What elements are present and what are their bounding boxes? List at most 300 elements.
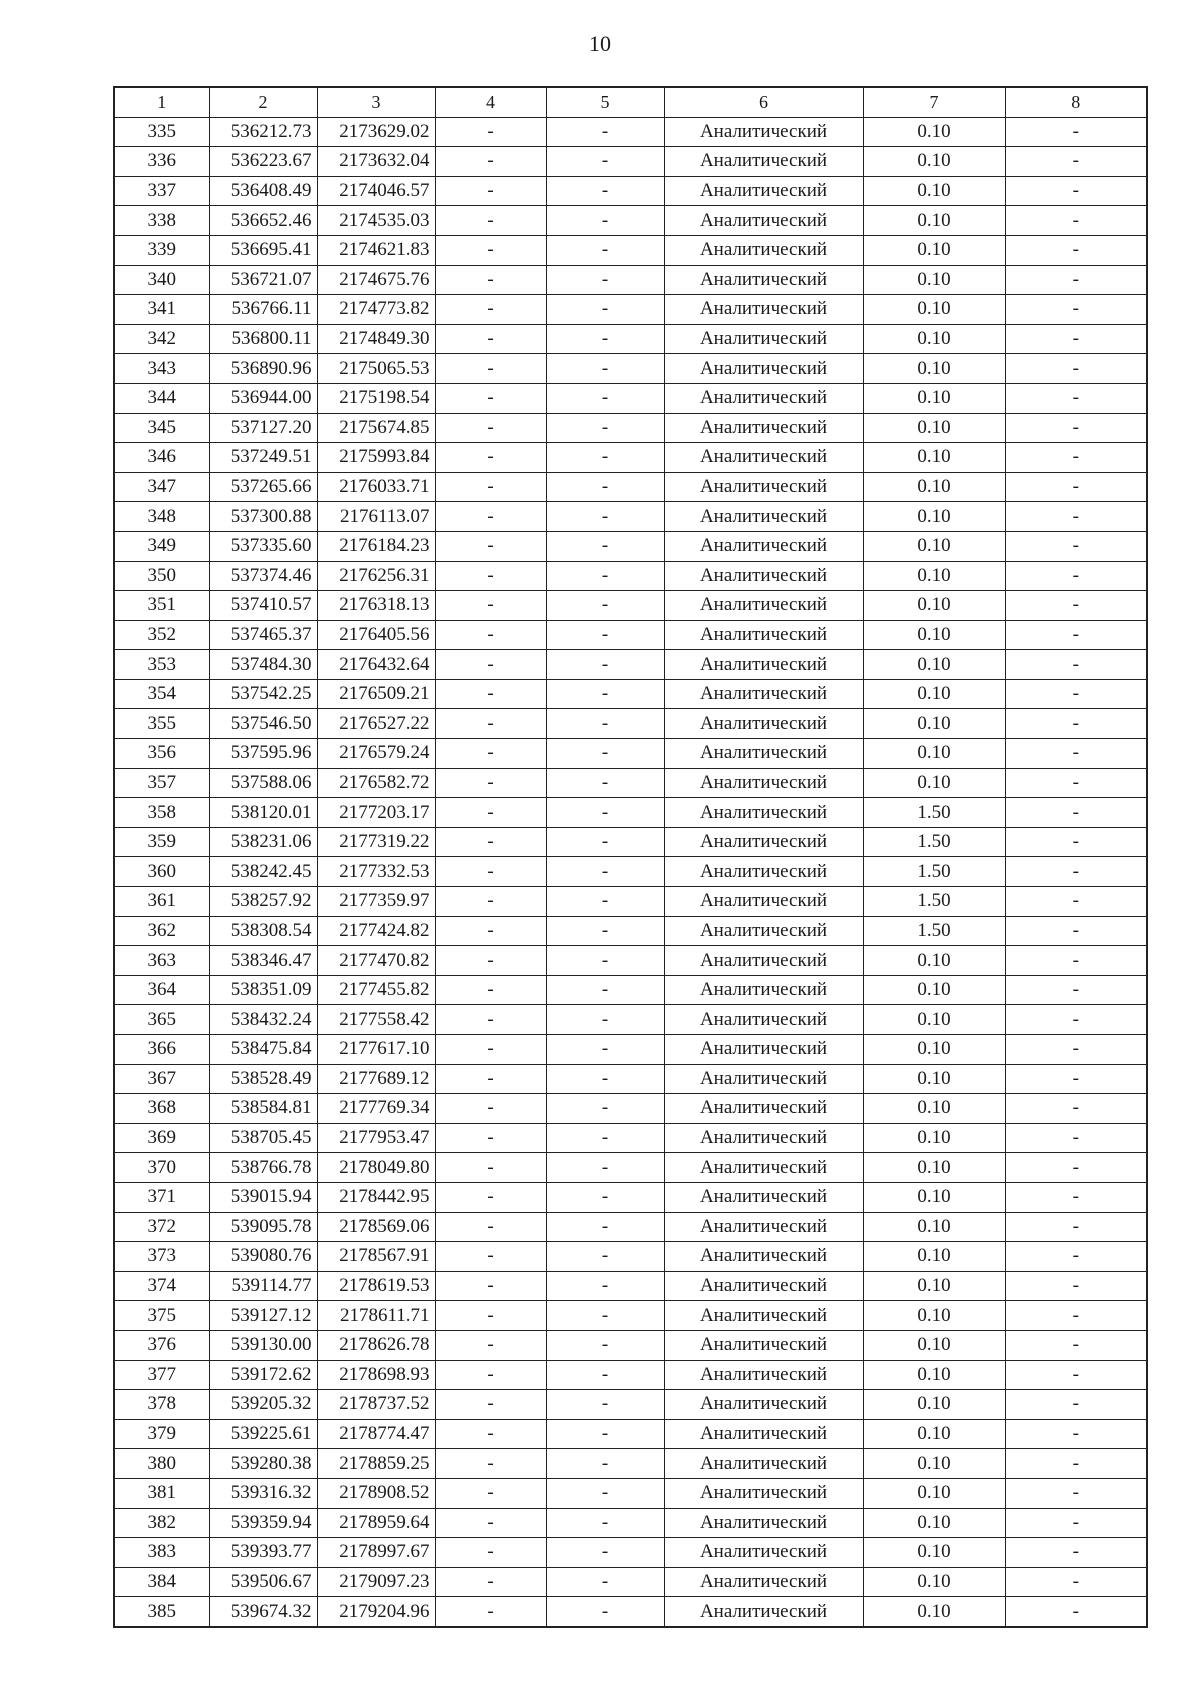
x-coordinate-cell: 536944.00 [209,383,317,413]
col-8-cell: - [1005,206,1147,236]
x-coordinate-cell: 539225.61 [209,1419,317,1449]
col-4-cell: - [435,1301,546,1331]
x-coordinate-cell: 539095.78 [209,1212,317,1242]
col-5-cell: - [546,887,664,917]
table-row [114,1330,1147,1360]
col-8-cell: - [1005,1508,1147,1538]
col-8-cell: - [1005,383,1147,413]
accuracy-cell: 0.10 [863,1330,1005,1360]
method-cell: Аналитический [664,709,863,739]
x-coordinate-cell: 539359.94 [209,1508,317,1538]
col-8-cell: - [1005,1242,1147,1272]
accuracy-cell: 0.10 [863,235,1005,265]
method-cell: Аналитический [664,147,863,177]
accuracy-cell: 0.10 [863,324,1005,354]
accuracy-cell: 0.10 [863,354,1005,384]
col-5-cell: - [546,265,664,295]
col-5-cell: - [546,1182,664,1212]
col-4-cell: - [435,1360,546,1390]
col-8-cell: - [1005,324,1147,354]
x-coordinate-cell: 537300.88 [209,502,317,532]
y-coordinate-cell: 2175198.54 [317,383,435,413]
table-row [114,1064,1147,1094]
accuracy-cell: 0.10 [863,147,1005,177]
accuracy-cell: 1.50 [863,827,1005,857]
accuracy-cell: 0.10 [863,1153,1005,1183]
method-cell: Аналитический [664,679,863,709]
table-row [114,1123,1147,1153]
col-5-cell: - [546,147,664,177]
col-8-cell: - [1005,295,1147,325]
y-coordinate-cell: 2174535.03 [317,206,435,236]
col-4-cell: - [435,1567,546,1597]
col-5-cell: - [546,1597,664,1627]
col-8-cell: - [1005,1478,1147,1508]
row-number-cell: 339 [114,235,209,265]
table-row [114,235,1147,265]
table-row [114,1478,1147,1508]
col-5-cell: - [546,1567,664,1597]
x-coordinate-cell: 539393.77 [209,1538,317,1568]
x-coordinate-cell: 537484.30 [209,650,317,680]
y-coordinate-cell: 2176527.22 [317,709,435,739]
col-4-cell: - [435,561,546,591]
row-number-cell: 379 [114,1419,209,1449]
table-row [114,798,1147,828]
col-4-cell: - [435,1449,546,1479]
col-4-cell: - [435,235,546,265]
row-number-cell: 353 [114,650,209,680]
method-cell: Аналитический [664,413,863,443]
header-cell-6: 6 [664,87,863,117]
accuracy-cell: 0.10 [863,265,1005,295]
y-coordinate-cell: 2176318.13 [317,591,435,621]
accuracy-cell: 0.10 [863,443,1005,473]
header-row [114,87,1147,117]
x-coordinate-cell: 538346.47 [209,946,317,976]
x-coordinate-cell: 537542.25 [209,679,317,709]
x-coordinate-cell: 536408.49 [209,176,317,206]
col-8-cell: - [1005,1005,1147,1035]
x-coordinate-cell: 539172.62 [209,1360,317,1390]
method-cell: Аналитический [664,887,863,917]
table-row [114,916,1147,946]
x-coordinate-cell: 537588.06 [209,768,317,798]
table-row [114,561,1147,591]
row-number-cell: 357 [114,768,209,798]
accuracy-cell: 0.10 [863,620,1005,650]
row-number-cell: 385 [114,1597,209,1627]
col-8-cell: - [1005,1567,1147,1597]
table-row [114,1182,1147,1212]
col-5-cell: - [546,650,664,680]
row-number-cell: 335 [114,117,209,147]
row-number-cell: 352 [114,620,209,650]
accuracy-cell: 0.10 [863,1478,1005,1508]
table-row [114,1567,1147,1597]
x-coordinate-cell: 536695.41 [209,235,317,265]
method-cell: Аналитический [664,591,863,621]
row-number-cell: 337 [114,176,209,206]
row-number-cell: 345 [114,413,209,443]
method-cell: Аналитический [664,383,863,413]
col-4-cell: - [435,1005,546,1035]
row-number-cell: 354 [114,679,209,709]
row-number-cell: 361 [114,887,209,917]
y-coordinate-cell: 2176033.71 [317,472,435,502]
table-row [114,531,1147,561]
accuracy-cell: 1.50 [863,916,1005,946]
row-number-cell: 358 [114,798,209,828]
table-row [114,1360,1147,1390]
table-row [114,739,1147,769]
y-coordinate-cell: 2177359.97 [317,887,435,917]
x-coordinate-cell: 537265.66 [209,472,317,502]
row-number-cell: 375 [114,1301,209,1331]
method-cell: Аналитический [664,1567,863,1597]
col-4-cell: - [435,1390,546,1420]
method-cell: Аналитический [664,650,863,680]
method-cell: Аналитический [664,916,863,946]
col-8-cell: - [1005,827,1147,857]
y-coordinate-cell: 2179097.23 [317,1567,435,1597]
row-number-cell: 373 [114,1242,209,1272]
table-body [114,87,1147,1627]
method-cell: Аналитический [664,1182,863,1212]
table-row [114,413,1147,443]
col-8-cell: - [1005,1123,1147,1153]
y-coordinate-cell: 2176405.56 [317,620,435,650]
col-5-cell: - [546,117,664,147]
col-8-cell: - [1005,1094,1147,1124]
x-coordinate-cell: 538475.84 [209,1035,317,1065]
col-5-cell: - [546,1005,664,1035]
col-8-cell: - [1005,1301,1147,1331]
col-4-cell: - [435,916,546,946]
x-coordinate-cell: 538584.81 [209,1094,317,1124]
col-8-cell: - [1005,946,1147,976]
col-4-cell: - [435,1123,546,1153]
accuracy-cell: 0.10 [863,1094,1005,1124]
accuracy-cell: 0.10 [863,1597,1005,1627]
col-4-cell: - [435,443,546,473]
method-cell: Аналитический [664,1271,863,1301]
accuracy-cell: 0.10 [863,561,1005,591]
col-4-cell: - [435,295,546,325]
col-5-cell: - [546,235,664,265]
x-coordinate-cell: 538308.54 [209,916,317,946]
y-coordinate-cell: 2174046.57 [317,176,435,206]
col-8-cell: - [1005,147,1147,177]
row-number-cell: 374 [114,1271,209,1301]
table-row [114,975,1147,1005]
col-8-cell: - [1005,650,1147,680]
y-coordinate-cell: 2178737.52 [317,1390,435,1420]
accuracy-cell: 1.50 [863,887,1005,917]
col-4-cell: - [435,739,546,769]
table-row [114,946,1147,976]
col-4-cell: - [435,176,546,206]
method-cell: Аналитический [664,1597,863,1627]
row-number-cell: 376 [114,1330,209,1360]
col-4-cell: - [435,679,546,709]
col-5-cell: - [546,1212,664,1242]
col-4-cell: - [435,383,546,413]
col-5-cell: - [546,502,664,532]
y-coordinate-cell: 2176256.31 [317,561,435,591]
row-number-cell: 368 [114,1094,209,1124]
col-5-cell: - [546,1035,664,1065]
x-coordinate-cell: 536652.46 [209,206,317,236]
method-cell: Аналитический [664,295,863,325]
y-coordinate-cell: 2178859.25 [317,1449,435,1479]
y-coordinate-cell: 2177769.34 [317,1094,435,1124]
col-4-cell: - [435,1094,546,1124]
col-8-cell: - [1005,887,1147,917]
x-coordinate-cell: 537465.37 [209,620,317,650]
method-cell: Аналитический [664,1449,863,1479]
method-cell: Аналитический [664,1094,863,1124]
col-4-cell: - [435,620,546,650]
row-number-cell: 344 [114,383,209,413]
header-cell-3: 3 [317,87,435,117]
y-coordinate-cell: 2176113.07 [317,502,435,532]
x-coordinate-cell: 539080.76 [209,1242,317,1272]
y-coordinate-cell: 2178997.67 [317,1538,435,1568]
method-cell: Аналитический [664,1360,863,1390]
table-row [114,1597,1147,1627]
page-number: 10 [589,31,611,56]
col-4-cell: - [435,975,546,1005]
x-coordinate-cell: 538231.06 [209,827,317,857]
x-coordinate-cell: 538351.09 [209,975,317,1005]
col-5-cell: - [546,324,664,354]
col-5-cell: - [546,827,664,857]
x-coordinate-cell: 536223.67 [209,147,317,177]
method-cell: Аналитический [664,531,863,561]
col-5-cell: - [546,354,664,384]
y-coordinate-cell: 2177470.82 [317,946,435,976]
y-coordinate-cell: 2177689.12 [317,1064,435,1094]
col-5-cell: - [546,1123,664,1153]
y-coordinate-cell: 2178774.47 [317,1419,435,1449]
y-coordinate-cell: 2178442.95 [317,1182,435,1212]
col-4-cell: - [435,709,546,739]
method-cell: Аналитический [664,1123,863,1153]
col-4-cell: - [435,265,546,295]
col-4-cell: - [435,1538,546,1568]
col-4-cell: - [435,768,546,798]
table-row [114,1449,1147,1479]
col-5-cell: - [546,857,664,887]
table-row [114,1005,1147,1035]
method-cell: Аналитический [664,1508,863,1538]
col-5-cell: - [546,975,664,1005]
col-8-cell: - [1005,354,1147,384]
method-cell: Аналитический [664,1035,863,1065]
y-coordinate-cell: 2176582.72 [317,768,435,798]
row-number-cell: 359 [114,827,209,857]
method-cell: Аналитический [664,1242,863,1272]
accuracy-cell: 0.10 [863,975,1005,1005]
row-number-cell: 347 [114,472,209,502]
x-coordinate-cell: 536800.11 [209,324,317,354]
x-coordinate-cell: 539674.32 [209,1597,317,1627]
row-number-cell: 349 [114,531,209,561]
table-row [114,443,1147,473]
col-5-cell: - [546,1538,664,1568]
method-cell: Аналитический [664,768,863,798]
col-8-cell: - [1005,1390,1147,1420]
table-row [114,383,1147,413]
table-row [114,472,1147,502]
col-8-cell: - [1005,709,1147,739]
x-coordinate-cell: 538766.78 [209,1153,317,1183]
col-8-cell: - [1005,413,1147,443]
y-coordinate-cell: 2178959.64 [317,1508,435,1538]
col-5-cell: - [546,413,664,443]
x-coordinate-cell: 539114.77 [209,1271,317,1301]
x-coordinate-cell: 536890.96 [209,354,317,384]
method-cell: Аналитический [664,620,863,650]
y-coordinate-cell: 2173629.02 [317,117,435,147]
x-coordinate-cell: 537546.50 [209,709,317,739]
table-row [114,1094,1147,1124]
method-cell: Аналитический [664,176,863,206]
accuracy-cell: 0.10 [863,1508,1005,1538]
accuracy-cell: 0.10 [863,1567,1005,1597]
y-coordinate-cell: 2177617.10 [317,1035,435,1065]
accuracy-cell: 0.10 [863,739,1005,769]
method-cell: Аналитический [664,975,863,1005]
accuracy-cell: 0.10 [863,472,1005,502]
table-row [114,1212,1147,1242]
accuracy-cell: 0.10 [863,206,1005,236]
col-5-cell: - [546,1153,664,1183]
accuracy-cell: 0.10 [863,1390,1005,1420]
col-8-cell: - [1005,591,1147,621]
method-cell: Аналитический [664,117,863,147]
x-coordinate-cell: 538705.45 [209,1123,317,1153]
y-coordinate-cell: 2176432.64 [317,650,435,680]
x-coordinate-cell: 536212.73 [209,117,317,147]
row-number-cell: 351 [114,591,209,621]
y-coordinate-cell: 2177319.22 [317,827,435,857]
col-4-cell: - [435,1242,546,1272]
header-cell-7: 7 [863,87,1005,117]
row-number-cell: 369 [114,1123,209,1153]
table-row [114,206,1147,236]
row-number-cell: 384 [114,1567,209,1597]
header-cell-8: 8 [1005,87,1147,117]
col-4-cell: - [435,413,546,443]
table-row [114,1419,1147,1449]
col-5-cell: - [546,1301,664,1331]
y-coordinate-cell: 2178908.52 [317,1478,435,1508]
col-5-cell: - [546,531,664,561]
col-8-cell: - [1005,117,1147,147]
row-number-cell: 383 [114,1538,209,1568]
accuracy-cell: 0.10 [863,117,1005,147]
col-8-cell: - [1005,1064,1147,1094]
col-4-cell: - [435,650,546,680]
col-8-cell: - [1005,561,1147,591]
table-row [114,827,1147,857]
x-coordinate-cell: 537249.51 [209,443,317,473]
method-cell: Аналитический [664,1330,863,1360]
col-8-cell: - [1005,443,1147,473]
col-8-cell: - [1005,1538,1147,1568]
col-4-cell: - [435,1182,546,1212]
col-5-cell: - [546,561,664,591]
accuracy-cell: 0.10 [863,591,1005,621]
accuracy-cell: 0.10 [863,502,1005,532]
y-coordinate-cell: 2178611.71 [317,1301,435,1331]
col-4-cell: - [435,117,546,147]
accuracy-cell: 0.10 [863,650,1005,680]
table-row [114,295,1147,325]
row-number-cell: 355 [114,709,209,739]
col-5-cell: - [546,1242,664,1272]
col-4-cell: - [435,502,546,532]
col-4-cell: - [435,887,546,917]
accuracy-cell: 0.10 [863,768,1005,798]
accuracy-cell: 0.10 [863,1035,1005,1065]
row-number-cell: 370 [114,1153,209,1183]
col-8-cell: - [1005,1035,1147,1065]
accuracy-cell: 0.10 [863,1419,1005,1449]
col-4-cell: - [435,1330,546,1360]
col-5-cell: - [546,946,664,976]
col-5-cell: - [546,591,664,621]
method-cell: Аналитический [664,472,863,502]
accuracy-cell: 0.10 [863,1242,1005,1272]
col-5-cell: - [546,1478,664,1508]
y-coordinate-cell: 2175065.53 [317,354,435,384]
table-row [114,857,1147,887]
method-cell: Аналитический [664,1538,863,1568]
table-row [114,650,1147,680]
x-coordinate-cell: 537335.60 [209,531,317,561]
accuracy-cell: 0.10 [863,1005,1005,1035]
col-5-cell: - [546,1508,664,1538]
y-coordinate-cell: 2178619.53 [317,1271,435,1301]
row-number-cell: 350 [114,561,209,591]
accuracy-cell: 0.10 [863,1360,1005,1390]
col-4-cell: - [435,531,546,561]
col-8-cell: - [1005,531,1147,561]
y-coordinate-cell: 2178049.80 [317,1153,435,1183]
method-cell: Аналитический [664,1478,863,1508]
x-coordinate-cell: 536766.11 [209,295,317,325]
table-row [114,1390,1147,1420]
method-cell: Аналитический [664,561,863,591]
y-coordinate-cell: 2174621.83 [317,235,435,265]
table-row [114,709,1147,739]
method-cell: Аналитический [664,502,863,532]
method-cell: Аналитический [664,1153,863,1183]
accuracy-cell: 0.10 [863,295,1005,325]
x-coordinate-cell: 539205.32 [209,1390,317,1420]
col-4-cell: - [435,946,546,976]
col-4-cell: - [435,1212,546,1242]
accuracy-cell: 0.10 [863,176,1005,206]
y-coordinate-cell: 2177455.82 [317,975,435,1005]
y-coordinate-cell: 2179204.96 [317,1597,435,1627]
x-coordinate-cell: 539130.00 [209,1330,317,1360]
header-cell-4: 4 [435,87,546,117]
method-cell: Аналитический [664,1005,863,1035]
